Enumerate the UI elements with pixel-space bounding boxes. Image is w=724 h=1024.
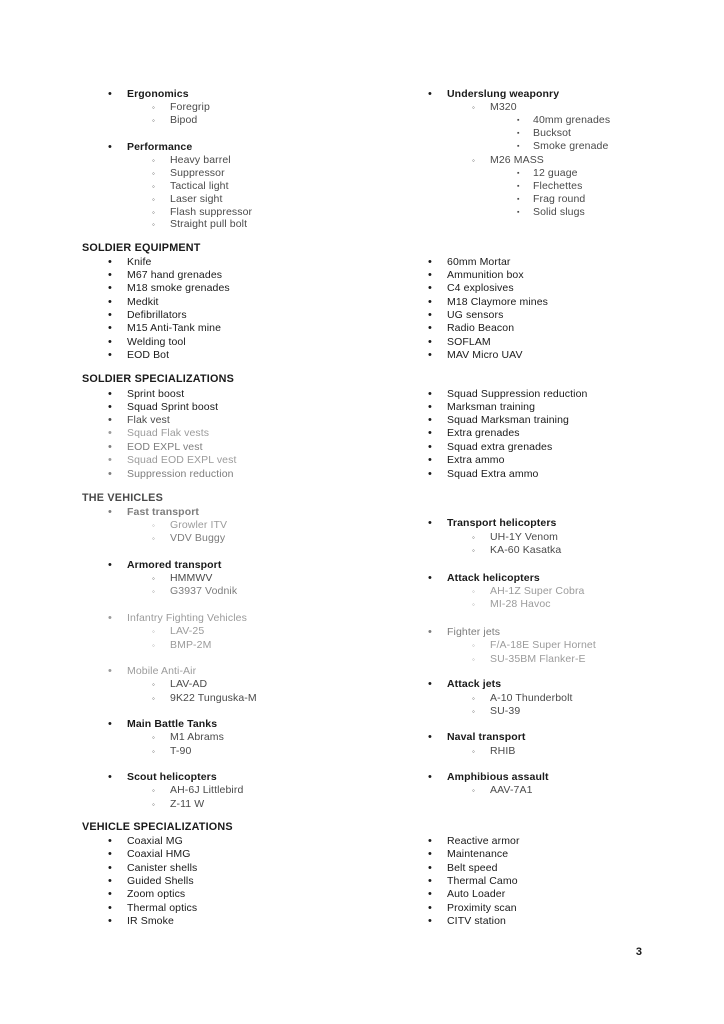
disc-bullet-icon: • xyxy=(108,835,112,847)
disc-bullet-icon: • xyxy=(108,388,112,400)
disc-bullet-icon: • xyxy=(108,256,112,268)
list-item-label: Squad EOD EXPL vest xyxy=(127,454,237,466)
square-bullet-icon: ▪ xyxy=(517,183,520,190)
list-item-label: Auto Loader xyxy=(447,888,506,900)
disc-bullet-icon: • xyxy=(428,401,432,413)
disc-bullet-icon: • xyxy=(108,915,112,927)
circle-bullet-icon: ◦ xyxy=(152,220,155,229)
list-item-label: Fighter jets xyxy=(447,626,501,638)
list-item-label: Ergonomics xyxy=(127,88,189,100)
circle-bullet-icon: ◦ xyxy=(472,747,475,756)
circle-bullet-icon: ◦ xyxy=(472,655,475,664)
disc-bullet-icon: • xyxy=(428,862,432,874)
disc-bullet-icon: • xyxy=(108,771,112,783)
list-item-label: M18 Claymore mines xyxy=(447,296,548,308)
list-item-label: AH-6J Littlebird xyxy=(170,784,244,796)
list-item-label: Suppressor xyxy=(170,167,225,179)
circle-bullet-icon: ◦ xyxy=(472,533,475,542)
list-item-label: Knife xyxy=(127,256,152,268)
circle-bullet-icon: ◦ xyxy=(472,587,475,596)
disc-bullet-icon: • xyxy=(428,269,432,281)
list-item-label: Fast transport xyxy=(127,506,199,518)
list-item-label: IR Smoke xyxy=(127,915,174,927)
list-item-label: M26 MASS xyxy=(490,154,544,166)
square-bullet-icon: ▪ xyxy=(517,130,520,137)
circle-bullet-icon: ◦ xyxy=(152,733,155,742)
circle-bullet-icon: ◦ xyxy=(152,182,155,191)
list-item-label: F/A-18E Super Hornet xyxy=(490,639,596,651)
list-item-label: T-90 xyxy=(170,745,192,757)
list-item-label: Amphibious assault xyxy=(447,771,549,783)
circle-bullet-icon: ◦ xyxy=(472,694,475,703)
list-item-label: EOD EXPL vest xyxy=(127,441,203,453)
list-item-label: SU-39 xyxy=(490,705,521,717)
list-item-label: Canister shells xyxy=(127,862,198,874)
list-item-label: Laser sight xyxy=(170,193,223,205)
disc-bullet-icon: • xyxy=(108,888,112,900)
circle-bullet-icon: ◦ xyxy=(152,208,155,217)
disc-bullet-icon: • xyxy=(428,441,432,453)
list-item-label: Zoom optics xyxy=(127,888,186,900)
circle-bullet-icon: ◦ xyxy=(152,641,155,650)
list-item-label: CITV station xyxy=(447,915,506,927)
circle-bullet-icon: ◦ xyxy=(152,103,155,112)
disc-bullet-icon: • xyxy=(428,454,432,466)
circle-bullet-icon: ◦ xyxy=(152,521,155,530)
list-item-label: M15 Anti-Tank mine xyxy=(127,322,222,334)
list-item-label: LAV-AD xyxy=(170,678,208,690)
disc-bullet-icon: • xyxy=(428,731,432,743)
list-item-label: Heavy barrel xyxy=(170,154,231,166)
disc-bullet-icon: • xyxy=(108,141,112,153)
list-item-label: Attack jets xyxy=(447,678,502,690)
list-item-label: MAV Micro UAV xyxy=(447,349,523,361)
list-item-label: Bucksot xyxy=(533,127,572,139)
list-item-label: LAV-25 xyxy=(170,625,205,637)
list-item-label: Proximity scan xyxy=(447,902,517,914)
list-item-label: SOFLAM xyxy=(447,336,491,348)
list-item-label: Medkit xyxy=(127,296,159,308)
circle-bullet-icon: ◦ xyxy=(472,707,475,716)
disc-bullet-icon: • xyxy=(428,256,432,268)
square-bullet-icon: ▪ xyxy=(517,209,520,216)
disc-bullet-icon: • xyxy=(108,468,112,480)
disc-bullet-icon: • xyxy=(428,282,432,294)
list-item-label: Infantry Fighting Vehicles xyxy=(127,612,247,624)
list-item-label: Maintenance xyxy=(447,848,509,860)
list-item-label: Frag round xyxy=(533,193,586,205)
disc-bullet-icon: • xyxy=(108,718,112,730)
disc-bullet-icon: • xyxy=(108,296,112,308)
disc-bullet-icon: • xyxy=(108,559,112,571)
list-item-label: UH-1Y Venom xyxy=(490,531,559,543)
disc-bullet-icon: • xyxy=(108,612,112,624)
list-item-label: C4 explosives xyxy=(447,282,514,294)
list-item-label: Belt speed xyxy=(447,862,498,874)
square-bullet-icon: ▪ xyxy=(517,143,520,150)
circle-bullet-icon: ◦ xyxy=(152,694,155,703)
list-item-label: Squad Marksman training xyxy=(447,414,569,426)
disc-bullet-icon: • xyxy=(108,848,112,860)
disc-bullet-icon: • xyxy=(108,88,112,100)
list-item-label: EOD Bot xyxy=(127,349,170,361)
list-item-label: Attack helicopters xyxy=(447,572,540,584)
section-heading-label: VEHICLE SPECIALIZATIONS xyxy=(82,821,233,833)
list-item-label: AAV-7A1 xyxy=(490,784,533,796)
disc-bullet-icon: • xyxy=(428,915,432,927)
section-heading-label: THE VEHICLES xyxy=(82,492,163,504)
disc-bullet-icon: • xyxy=(108,282,112,294)
disc-bullet-icon: • xyxy=(108,454,112,466)
right-column xyxy=(402,0,722,1024)
disc-bullet-icon: • xyxy=(108,401,112,413)
circle-bullet-icon: ◦ xyxy=(472,600,475,609)
list-item-label: Smoke grenade xyxy=(533,140,609,152)
list-item-label: Straight pull bolt xyxy=(170,218,248,230)
disc-bullet-icon: • xyxy=(428,388,432,400)
disc-bullet-icon: • xyxy=(108,441,112,453)
list-item-label: 60mm Mortar xyxy=(447,256,511,268)
list-item-label: Bipod xyxy=(170,114,198,126)
disc-bullet-icon: • xyxy=(108,902,112,914)
disc-bullet-icon: • xyxy=(428,468,432,480)
list-item-label: Sprint boost xyxy=(127,388,185,400)
list-item-label: Squad Suppression reduction xyxy=(447,388,588,400)
disc-bullet-icon: • xyxy=(108,336,112,348)
disc-bullet-icon: • xyxy=(108,322,112,334)
list-item-label: M67 hand grenades xyxy=(127,269,223,281)
disc-bullet-icon: • xyxy=(428,888,432,900)
circle-bullet-icon: ◦ xyxy=(152,587,155,596)
list-item-label: A-10 Thunderbolt xyxy=(490,692,573,704)
list-item-label: G3937 Vodnik xyxy=(170,585,238,597)
list-item-label: Suppression reduction xyxy=(127,468,234,480)
circle-bullet-icon: ◦ xyxy=(152,747,155,756)
circle-bullet-icon: ◦ xyxy=(152,116,155,125)
list-item-label: Extra ammo xyxy=(447,454,505,466)
list-item-label: Radio Beacon xyxy=(447,322,515,334)
list-item-label: Squad Flak vests xyxy=(127,427,210,439)
list-item-label: Squad Extra ammo xyxy=(447,468,539,480)
list-item-label: Armored transport xyxy=(127,559,222,571)
disc-bullet-icon: • xyxy=(428,875,432,887)
list-item-label: Squad Sprint boost xyxy=(127,401,219,413)
list-item-label: Flash suppressor xyxy=(170,206,253,218)
list-item-label: VDV Buggy xyxy=(170,532,226,544)
disc-bullet-icon: • xyxy=(108,269,112,281)
list-item-label: KA-60 Kasatka xyxy=(490,544,562,556)
disc-bullet-icon: • xyxy=(428,414,432,426)
list-item-label: SU-35BM Flanker-E xyxy=(490,653,586,665)
circle-bullet-icon: ◦ xyxy=(152,680,155,689)
circle-bullet-icon: ◦ xyxy=(152,156,155,165)
disc-bullet-icon: • xyxy=(428,322,432,334)
list-item-label: Flechettes xyxy=(533,180,583,192)
disc-bullet-icon: • xyxy=(428,902,432,914)
disc-bullet-icon: • xyxy=(108,862,112,874)
disc-bullet-icon: • xyxy=(428,572,432,584)
page-number: 3 xyxy=(635,946,642,958)
list-item-label: Solid slugs xyxy=(533,206,585,218)
disc-bullet-icon: • xyxy=(428,835,432,847)
list-item-label: Guided Shells xyxy=(127,875,194,887)
list-item-label: 12 guage xyxy=(533,167,578,179)
disc-bullet-icon: • xyxy=(108,665,112,677)
disc-bullet-icon: • xyxy=(108,506,112,518)
list-item-label: AH-1Z Super Cobra xyxy=(490,585,585,597)
circle-bullet-icon: ◦ xyxy=(152,800,155,809)
list-item-label: Main Battle Tanks xyxy=(127,718,218,730)
list-item-label: Naval transport xyxy=(447,731,526,743)
circle-bullet-icon: ◦ xyxy=(472,641,475,650)
list-item-label: Thermal Camo xyxy=(447,875,518,887)
list-item-label: Welding tool xyxy=(127,336,186,348)
list-item-label: Reactive armor xyxy=(447,835,520,847)
list-item-label: Growler ITV xyxy=(170,519,228,531)
list-item-label: Tactical light xyxy=(170,180,229,192)
list-item-label: Ammunition box xyxy=(447,269,524,281)
list-item-label: Mobile Anti-Air xyxy=(127,665,197,677)
list-item-label: Scout helicopters xyxy=(127,771,217,783)
list-item-label: Transport helicopters xyxy=(447,517,557,529)
disc-bullet-icon: • xyxy=(108,309,112,321)
list-item-label: Coaxial HMG xyxy=(127,848,191,860)
circle-bullet-icon: ◦ xyxy=(152,534,155,543)
list-item-label: BMP-2M xyxy=(170,639,212,651)
circle-bullet-icon: ◦ xyxy=(152,169,155,178)
list-item-label: Marksman training xyxy=(447,401,536,413)
square-bullet-icon: ▪ xyxy=(517,170,520,177)
circle-bullet-icon: ◦ xyxy=(152,627,155,636)
list-item-label: MI-28 Havoc xyxy=(490,598,551,610)
square-bullet-icon: ▪ xyxy=(517,117,520,124)
list-item-label: Z-11 W xyxy=(170,798,205,810)
list-item-label: M18 smoke grenades xyxy=(127,282,230,294)
list-item-label: Thermal optics xyxy=(127,902,198,914)
circle-bullet-icon: ◦ xyxy=(472,786,475,795)
list-item-label: Squad extra grenades xyxy=(447,441,553,453)
list-item-label: RHIB xyxy=(490,745,516,757)
disc-bullet-icon: • xyxy=(108,875,112,887)
circle-bullet-icon: ◦ xyxy=(152,786,155,795)
list-item-label: 9K22 Tunguska-M xyxy=(170,692,257,704)
circle-bullet-icon: ◦ xyxy=(152,574,155,583)
list-item-label: Underslung weaponry xyxy=(447,88,560,100)
list-item-label: Performance xyxy=(127,141,193,153)
circle-bullet-icon: ◦ xyxy=(472,546,475,555)
disc-bullet-icon: • xyxy=(108,427,112,439)
list-item-label: Extra grenades xyxy=(447,427,520,439)
section-heading-label: SOLDIER EQUIPMENT xyxy=(82,242,201,254)
circle-bullet-icon: ◦ xyxy=(152,195,155,204)
disc-bullet-icon: • xyxy=(428,427,432,439)
disc-bullet-icon: • xyxy=(428,626,432,638)
list-item-label: Flak vest xyxy=(127,414,170,426)
disc-bullet-icon: • xyxy=(428,678,432,690)
disc-bullet-icon: • xyxy=(428,296,432,308)
list-item-label: M320 xyxy=(490,101,517,113)
disc-bullet-icon: • xyxy=(428,336,432,348)
list-item-label: M1 Abrams xyxy=(170,731,224,743)
disc-bullet-icon: • xyxy=(108,414,112,426)
list-item-label: HMMWV xyxy=(170,572,213,584)
circle-bullet-icon: ◦ xyxy=(472,103,475,112)
list-item-label: Coaxial MG xyxy=(127,835,183,847)
square-bullet-icon: ▪ xyxy=(517,196,520,203)
circle-bullet-icon: ◦ xyxy=(472,156,475,165)
list-item-label: UG sensors xyxy=(447,309,504,321)
left-column xyxy=(82,0,402,1024)
disc-bullet-icon: • xyxy=(428,88,432,100)
list-item-label: Foregrip xyxy=(170,101,210,113)
disc-bullet-icon: • xyxy=(108,349,112,361)
disc-bullet-icon: • xyxy=(428,349,432,361)
section-heading-label: SOLDIER SPECIALIZATIONS xyxy=(82,373,234,385)
list-item-label: 40mm grenades xyxy=(533,114,611,126)
disc-bullet-icon: • xyxy=(428,848,432,860)
list-item-label: Defibrillators xyxy=(127,309,187,321)
disc-bullet-icon: • xyxy=(428,517,432,529)
disc-bullet-icon: • xyxy=(428,309,432,321)
disc-bullet-icon: • xyxy=(428,771,432,783)
